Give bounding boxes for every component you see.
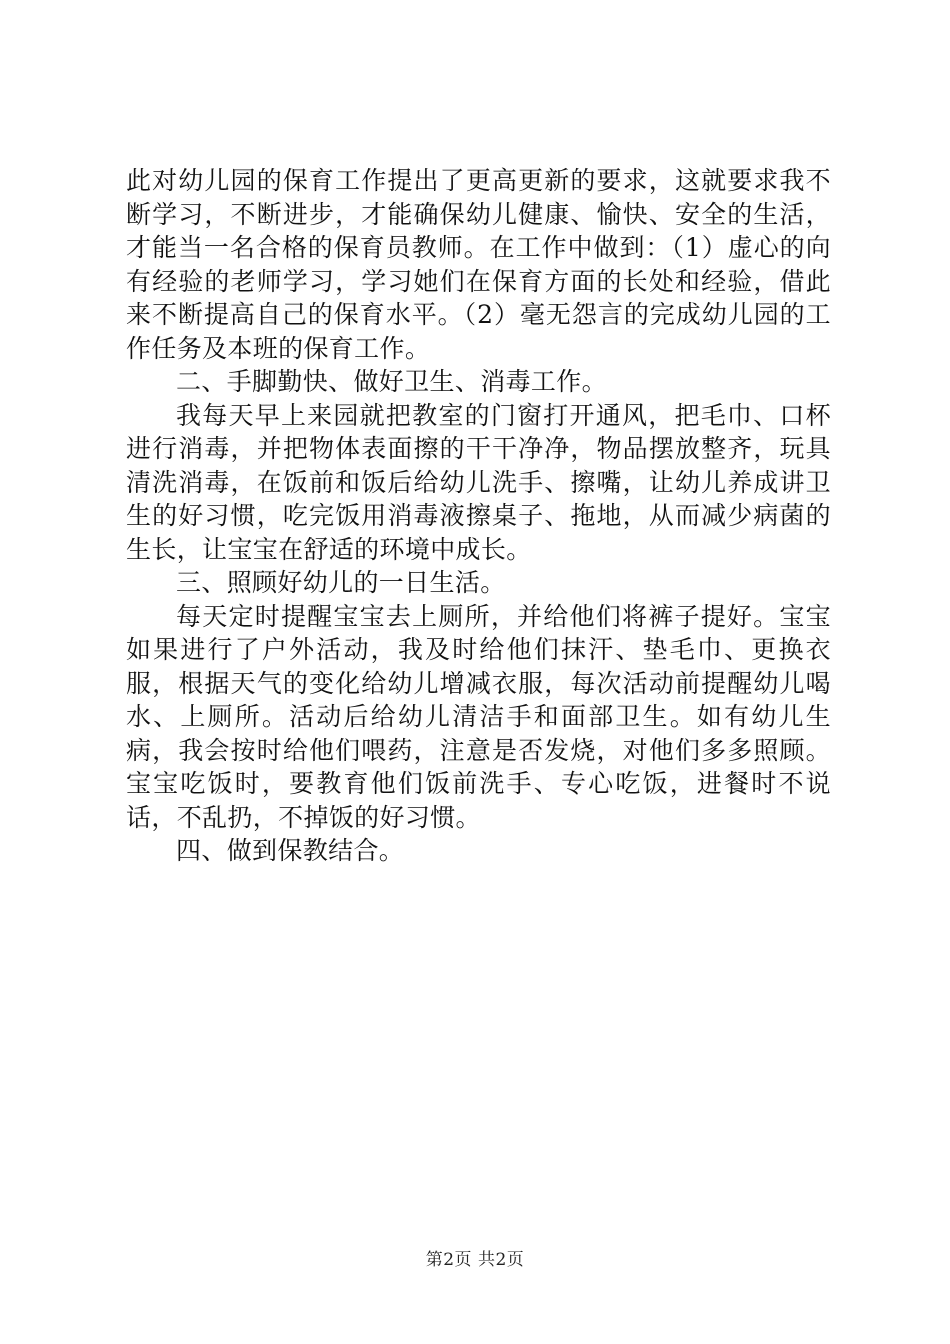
- document-body: [126, 164, 831, 868]
- paragraph-daily-life: 每天定时提醒宝宝去上厕所，并给他们将裤子提好。宝宝如果进行了户外活动，我及时给他们抹汗、垫毛巾、更换衣服，根据天气的变化给幼儿增减衣服，每次活动前提醒幼儿喝水、上厕所。活动后给幼儿清洁手和面部卫生。如有幼儿生病，我会按时给他们喂药，注意是否发烧，对他们多多照顾。宝宝吃饭时，要教育他们饭前洗手、专心吃饭，进餐时不说话，不乱扔，不掉饭的好习惯。: [126, 601, 831, 832]
- section-heading-daily-life: 三、照顾好幼儿的一日生活。: [176, 568, 506, 597]
- section-heading-hygiene: 二、手脚勤快、做好卫生、消毒工作。: [176, 367, 607, 396]
- paragraph-continuation: 此对幼儿园的保育工作提出了更高更新的要求，这就要求我不断学习，不断进步，才能确保幼儿健康、愉快、安全的生活，才能当一名合格的保育员教师。在工作中做到：（1）虚心的向有经验的老师学习，学习她们在保育方面的长处和经验，借此来不断提高自己的保育水平。（2）毫无怨言的完成幼儿园的工作任务及本班的保育工作。: [126, 166, 831, 363]
- paragraph-hygiene: 我每天早上来园就把教室的门窗打开通风，把毛巾、口杯进行消毒，并把物体表面擦的干干净净，物品摆放整齐，玩具清洗消毒，在饭前和饭后给幼儿洗手、擦嘴，让幼儿养成讲卫生的好习惯，吃完饭用消毒液擦桌子、拖地，从而减少病菌的生长，让宝宝在舒适的环境中成长。: [126, 400, 831, 564]
- page-number-footer: 第2页 共2页: [425, 1250, 525, 1270]
- section-heading-care-education: 四、做到保教结合。: [176, 836, 405, 865]
